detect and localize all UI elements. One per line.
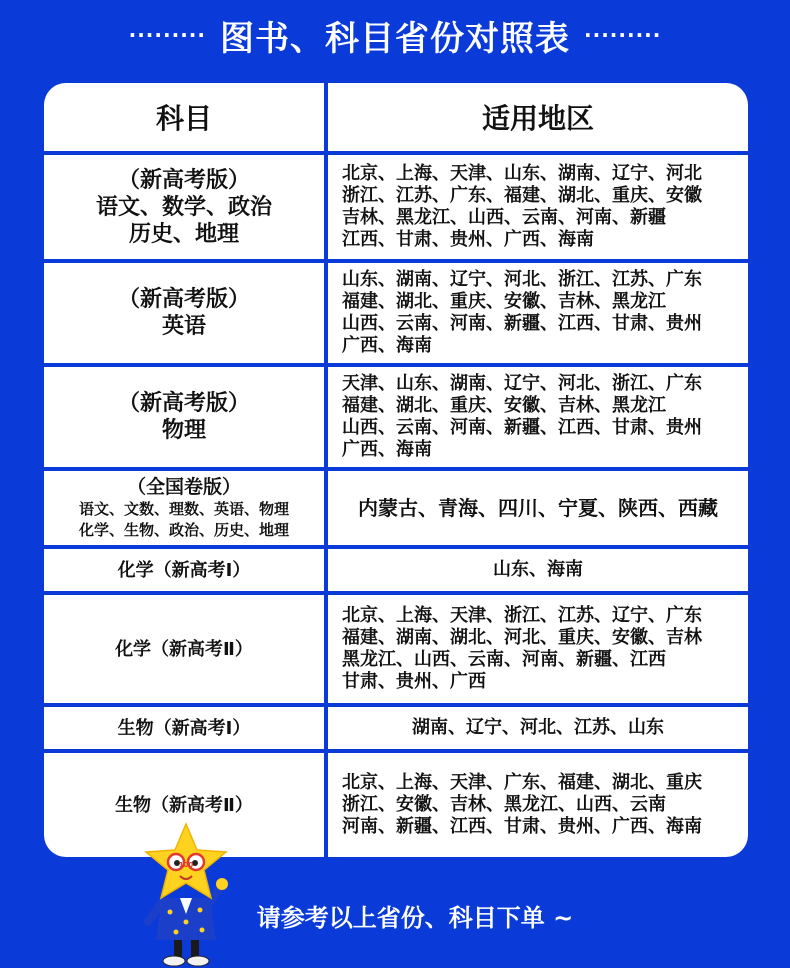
region-line: 福建、湖北、重庆、安徽、吉林、黑龙江 bbox=[342, 395, 666, 416]
region-line: 广西、海南 bbox=[342, 335, 432, 356]
subject-line: （新高考版） bbox=[117, 167, 250, 193]
region-line: 山东、海南 bbox=[493, 559, 583, 580]
region-line: 天津、山东、湖南、辽宁、河北、浙江、广东 bbox=[342, 373, 702, 394]
mascot-badge-text: 100 bbox=[178, 861, 194, 869]
subject-cell bbox=[44, 707, 324, 749]
region-line: 广西、海南 bbox=[342, 439, 432, 460]
subject-line: 历史、地理 bbox=[128, 221, 239, 247]
region-line: 北京、上海、天津、浙江、江苏、辽宁、广东 bbox=[342, 605, 702, 626]
region-cell bbox=[328, 471, 748, 545]
region-cell bbox=[328, 155, 748, 259]
region-line: 湖南、辽宁、河北、江苏、山东 bbox=[412, 717, 664, 738]
header-subject: 科目 bbox=[44, 83, 324, 151]
region-line: 福建、湖北、重庆、安徽、吉林、黑龙江 bbox=[342, 291, 666, 312]
page-header bbox=[0, 0, 790, 70]
subject-line: 英语 bbox=[161, 314, 206, 339]
subject-line: 语文、文数、理数、英语、物理 bbox=[78, 500, 289, 518]
table-row bbox=[44, 595, 748, 703]
comparison-table bbox=[44, 83, 748, 857]
region-cell bbox=[328, 263, 748, 363]
table-row bbox=[44, 471, 748, 545]
header-dots-left: ········· bbox=[128, 23, 206, 47]
subject-cell bbox=[44, 263, 324, 363]
table-row bbox=[44, 549, 748, 591]
region-line: 山西、云南、河南、新疆、江西、甘肃、贵州 bbox=[342, 313, 702, 334]
region-cell bbox=[328, 753, 748, 857]
table-header-row bbox=[44, 83, 748, 151]
subject-line: 生物（新高考Ⅰ） bbox=[117, 717, 251, 739]
subject-line: 生物（新高考Ⅱ） bbox=[115, 794, 253, 816]
subject-cell bbox=[44, 367, 324, 467]
region-line: 内蒙古、青海、四川、宁夏、陕西、西藏 bbox=[358, 496, 718, 520]
region-cell bbox=[328, 367, 748, 467]
subject-cell bbox=[44, 549, 324, 591]
region-line: 浙江、安徽、吉林、黑龙江、山西、云南 bbox=[342, 794, 666, 815]
region-line: 黑龙江、山西、云南、河南、新疆、江西 bbox=[342, 649, 666, 670]
subject-line: 物理 bbox=[161, 418, 206, 443]
region-cell bbox=[328, 549, 748, 591]
footer-note bbox=[0, 880, 790, 950]
header-dots-right: ········· bbox=[584, 23, 662, 47]
subject-line: （新高考版） bbox=[117, 287, 250, 312]
subject-line: 化学（新高考Ⅰ） bbox=[117, 559, 251, 581]
region-line: 河南、新疆、江西、甘肃、贵州、广西、海南 bbox=[342, 816, 702, 837]
region-line: 山东、湖南、辽宁、河北、浙江、江苏、广东 bbox=[342, 269, 702, 290]
table-row bbox=[44, 263, 748, 363]
subject-cell bbox=[44, 471, 324, 545]
region-line: 福建、湖南、湖北、河北、重庆、安徽、吉林 bbox=[342, 627, 702, 648]
subject-line: 语文、数学、政治 bbox=[95, 194, 272, 220]
table-row bbox=[44, 155, 748, 259]
footer-text: 请参考以上省份、科目下单 ~ bbox=[256, 903, 574, 932]
subject-line: （全国卷版） bbox=[126, 476, 241, 498]
header-region: 适用地区 bbox=[328, 83, 748, 151]
table-row bbox=[44, 367, 748, 467]
table-row bbox=[44, 707, 748, 749]
region-line: 吉林、黑龙江、山西、云南、河南、新疆 bbox=[342, 207, 666, 228]
region-line: 浙江、江苏、广东、福建、湖北、重庆、安徽 bbox=[342, 185, 702, 206]
region-cell bbox=[328, 707, 748, 749]
page-title: 图书、科目省份对照表 bbox=[220, 18, 570, 59]
region-line: 江西、甘肃、贵州、广西、海南 bbox=[342, 229, 594, 250]
subject-line: 化学、生物、政治、历史、地理 bbox=[78, 521, 289, 539]
region-line: 北京、上海、天津、山东、湖南、辽宁、河北 bbox=[342, 163, 702, 184]
region-cell bbox=[328, 595, 748, 703]
subject-line: 化学（新高考Ⅱ） bbox=[115, 638, 253, 660]
region-line: 山西、云南、河南、新疆、江西、甘肃、贵州 bbox=[342, 417, 702, 438]
subject-cell bbox=[44, 155, 324, 259]
region-line: 甘肃、贵州、广西 bbox=[342, 671, 486, 692]
subject-line: （新高考版） bbox=[117, 391, 250, 416]
region-line: 北京、上海、天津、广东、福建、湖北、重庆 bbox=[342, 772, 702, 793]
subject-cell bbox=[44, 595, 324, 703]
